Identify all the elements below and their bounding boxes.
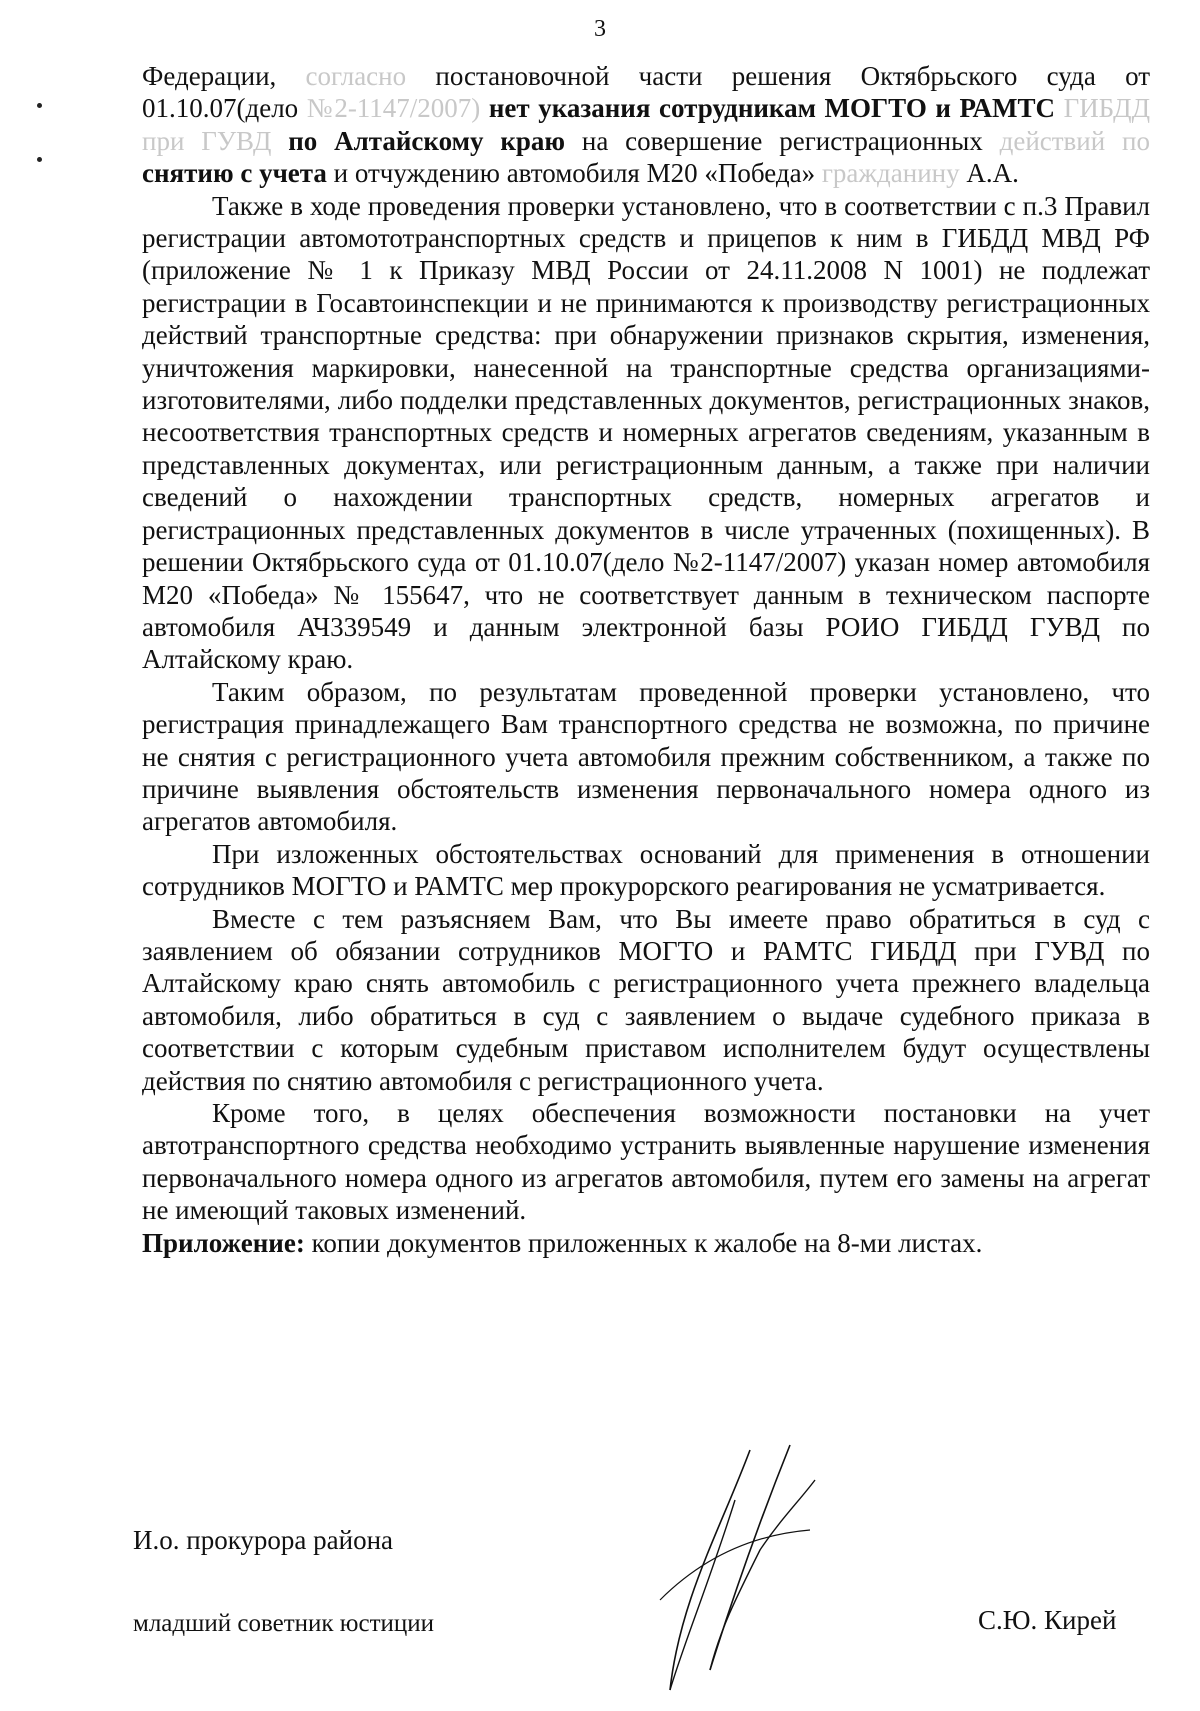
page-number: 3 [594,16,606,42]
text-run: снятию с учета [142,158,327,189]
paragraph-remedy [142,1097,1150,1227]
text-run: №2-1147/2007) [306,93,481,124]
paragraph-right-to-court [142,903,1150,1097]
text-run: Таким образом, по результатам проведенной проверки установлено, что регистрация принадлежащего Вам транспортного средства не возможна, по причине не снятия с регистрационного учета автомобиля прежним собственником, а также по причине выявления обстоятельств изменения первоначального номера одного из агрегатов автомобиля. [142,676,1150,837]
signatory-name: С.Ю. Кирей [978,1605,1117,1635]
signatory-title: И.о. прокурора района [133,1525,394,1555]
text-run: постановочной части решения Октябрьского суда от 01.10.07(дело [142,61,1151,124]
text-run: на совершение регистрационных [565,125,1000,156]
text-run: При изложенных обстоятельствах оснований для применения в отношении сотрудников МОГТО и РАМТС мер прокурорского реагирования не усматривается. [142,838,1150,902]
paragraph-no-measures [142,838,1150,903]
paragraph-registration-rules [142,190,1150,676]
text-run: действий по [999,125,1150,156]
letter-body [142,60,1150,1259]
paragraph-conclusion [142,676,1150,838]
text-run: и отчуждению автомобиля М20 «Победа» [326,158,822,189]
text-run: Федерации, [142,61,306,91]
paragraph-attachment [142,1227,1150,1259]
text-run: копии документов приложенных к жалобе на 8-ми листах. [304,1227,983,1258]
text-run: Вместе с тем разъясняем Вам, что Вы имеете право обратиться в суд с заявлением об обязании сотрудников МОГТО и РАМТС ГИБДД при ГУВД по Алтайскому краю снять автомобиль с регистрационного учета прежнего владельца автомобиля, либо обратиться в суд с заявлением о выдаче судебного приказа в соответствии с которым судебным приставом исполнителем будут осуществлены действия по снятию автомобиля с регистрационного учета. [142,903,1150,1096]
margin-mark [37,103,42,108]
text-run: гражданину [821,158,960,189]
text-run: согласно [305,61,436,91]
text-run: ГИБДД при ГУВД [142,93,1150,156]
text-run: Кроме того, в целях обеспечения возможности постановки на учет автотранспортного средства необходимо устранить выявленные нарушение изменения первоначального номера одного из агрегатов автомобиля, путем его замены на агрегат не имеющий таковых изменений. [142,1098,1150,1226]
text-run: Приложение: [142,1227,305,1258]
margin-mark [37,157,42,162]
text-run: Также в ходе проведения проверки установлено, что в соответствии с п.3 Правил регистрации автомототранспортных средств и прицепов к ним в ГИБДД МВД РФ (приложение № 1 к Приказу МВД России от 24.11.2008 N 1001) не подлежат регистрации в Госавтоинспекции и не принимаются к производству регистрационных действий транспортные средства: при обнаружении признаков скрытия, изменения, уничтожения маркировки, нанесенной на транспортные средства организациями-изготовителями, либо подделки представленных документов, регистрационных знаков, несоответствия транспортных средств и номерных агрегатов сведениям, указанным в представленных документах, или регистрационным данным, а также при наличии сведений о нахождении транспортных средств, номерных агрегатов и регистрационных представленных документов в числе утраченных (похищенных). В решении Октябрьского суда от 01.10.07(дело №2-1147/2007) указан номер автомобиля М20 «Победа» № 155647, что не соответствует данным в техническом паспорте автомобиля АЧ339549 и данным электронной базы РОИО ГИБДД ГУВД по Алтайскому краю. [142,190,1150,675]
paragraph-intro [142,60,1150,190]
text-run: по Алтайскому краю [271,125,566,156]
text-run: нет указания сотрудникам МОГТО и РАМТС [480,93,1064,124]
text-run: А.А. [959,158,1019,189]
handwritten-signature [640,1440,840,1700]
signatory-rank: младший советник юстиции [133,1610,435,1637]
